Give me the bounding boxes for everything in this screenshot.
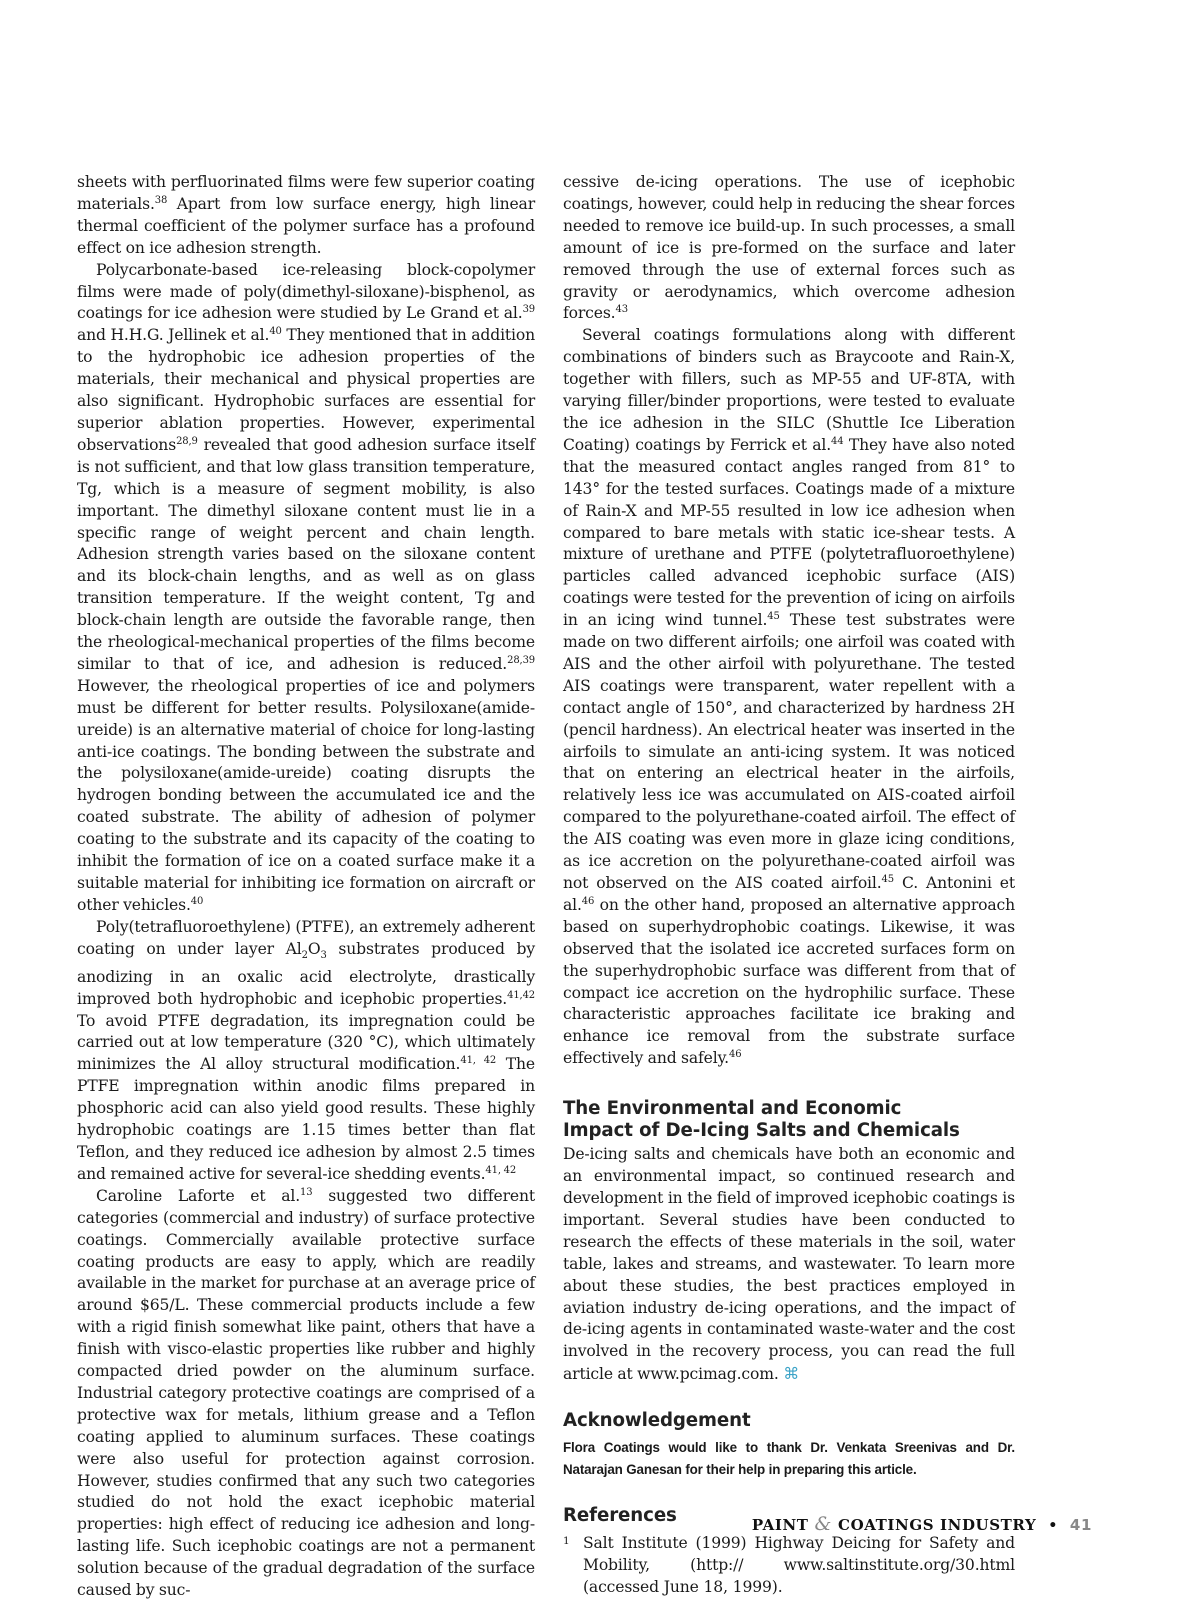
reference-text: Salt Institute (1999) Highway Deicing for Safety and Mobility, (http:// www.saltinstitute.org/30.html (accessed June 18, 1999). xyxy=(583,1534,1015,1596)
paragraph: Several coatings formulations along with different combinations of binders such as Braycoote and Rain-X, together with fillers, such as MP-55 and UF-8TA, with varying filler/binder proportions, were tested to evaluate the ice adhesion in the SILC (Shuttle Ice Liberation Coating) coatings by Ferrick et al.$^{44}$ They have also noted that the measured contact angles ranged from 81° to 143° for the tested surfaces. Coatings made of a mixture of Rain-X and MP-55 resulted in low ice adhesion when compared to bare metals with static ice-shear tests. A mixture of urethane and PTFE (polytetrafluoroethylene) particles called advanced icephobic surface (AIS) coatings were tested for the prevention of icing on airfoils in an icing wind tunnel.$^{45}$ These test substrates were made on two different airfoils; one airfoil was coated with AIS and the other airfoil with polyurethane. The tested AIS coatings were transparent, water repellent with a contact angle of 150°, and characterized by hardness 2H (pencil hardness). An electrical heater was inserted in the airfoils to simulate an anti-icing system. It was noticed that on entering an electrical heater in the airfoils, relatively less ice was accumulated on AIS-coated airfoil compared to the polyurethane-coated airfoil. The effect of the AIS coating was even more in glaze icing conditions, as ice accretion on the polyurethane-coated airfoil was not observed on the AIS coated airfoil.$^{45}$ C. Antonini et al.$^{46}$ on the other hand, proposed an alternative approach based on superhydrophobic coatings. Likewise, it was observed that the isolated ice accreted surfaces form on the superhydrophobic surface was different from that of compact ice accretion on the hydrophilic surface. These characteristic approaches facilitate ice braking and enhance ice removal from the substrate surface effectively and safely.$^{46}$ xyxy=(563,326,1015,1068)
footer-publication-word: PAINT xyxy=(751,1516,809,1534)
footer-publication-name: COATINGS INDUSTRY xyxy=(838,1516,1037,1534)
paragraph: sheets with perfluorinated films were few superior coating materials.$^{38}$ Apart from low surface energy, high linear thermal coefficient of the polymer surface has a profound effect on ice adhesion strength. xyxy=(77,173,535,257)
section-heading-acknowledgement: Acknowledgement xyxy=(563,1410,751,1432)
left-column xyxy=(77,172,535,1602)
reference-item xyxy=(563,1533,1015,1599)
footer-bullet: • xyxy=(1048,1518,1058,1534)
paragraph: cessive de-icing operations. The use of icephobic coatings, however, could help in reducing the shear forces needed to remove ice build-up. In such processes, a small amount of ice is pre-formed on the surface and later removed through the use of external forces such as gravity or aerodynamics, which overcome adhesion forces.$^{43}$ xyxy=(563,173,1015,323)
section-heading-references: References xyxy=(563,1505,677,1527)
paragraph: Polycarbonate-based ice-releasing block-copolymer films were made of poly(dimethyl-siloxane)-bisphenol, as coatings for ice adhesion were studied by Le Grand et al.$^{39}$ and H.H.G. Jellinek et al.$^{40}$ They mentioned that in addition to the hydrophobic ice adhesion properties of the materials, their mechanical and physical properties are also significant. Hydrophobic surfaces are essential for superior ablation properties. However, experimental observations$^{28,9}$ revealed that good adhesion surface itself is not sufficient, and that low glass transition temperature, Tg, which is a measure of segment mobility, is also important. The dimethyl siloxane content must lie in a specific range of weight percent and chain length. Adhesion strength varies based on the siloxane content and its block-chain lengths, and as well as on glass transition temperature. If the weight content, Tg and block-chain length are outside the favorable range, then the rheological-mechanical properties of the films become similar to that of ice, and adhesion is reduced.$^{28,39}$ However, the rheological properties of ice and polymers must be different for better results. Polysiloxane(amide-ureide) is an alternative material of choice for long-lasting anti-ice coatings. The bonding between the substrate and the polysiloxane(amide-ureide) coating disrupts the hydrogen bonding between the accumulated ice and the coated substrate. The ability of adhesion of polymer coating to the substrate and its capacity of the coating to inhibit the formation of ice on a coated surface make it a suitable material for inhibiting ice formation on aircraft or other vehicles.$^{40}$ xyxy=(77,260,535,914)
page-number: 41 xyxy=(1069,1516,1092,1534)
right-column xyxy=(563,172,1015,1599)
page-footer xyxy=(752,1513,1092,1535)
acknowledgement-text: Flora Coatings would like to thank Dr. Venkata Sreenivas and Dr. Natarajan Ganesan for their help in preparing this article. xyxy=(563,1440,1015,1477)
paragraph: De-icing salts and chemicals have both an economic and an environmental impact, so continued research and development in the field of improved icephobic coatings is important. Several studies have been conducted to research the effects of these materials in the soil, water table, lakes and streams, and wastewater. To learn more about these studies, the best practices employed in aviation industry de-icing operations, and the impact of de-icing agents in contaminated waste-water and the cost involved in the recovery process, you can read the full article at www.pcimag.com. ⌘ xyxy=(563,1145,1015,1384)
paragraph: Poly(tetrafluoroethylene) (PTFE), an extremely adherent coating on under layer $Al_2O_3$ substrates produced by anodizing in an oxalic acid electrolyte, drastically improved both hydrophobic and icephobic properties.$^{41,42}$ To avoid PTFE degradation, its impregnation could be carried out at low temperature (320 °C), which ultimately minimizes the Al alloy structural modification.$^{41, 42}$ The PTFE impregnation within anodic films prepared in phosphoric acid can also yield good results. These highly hydrophobic coatings are 1.15 times better than flat Teflon, and they reduced ice adhesion by almost 2.5 times and remained active for several-ice shedding events.$^{41, 42}$ xyxy=(77,917,536,1183)
footer-ampersand: & xyxy=(814,1513,833,1535)
reference-number: 1 xyxy=(563,1535,570,1548)
end-of-article-icon: ⌘ xyxy=(783,1364,800,1384)
paragraph: Caroline Laforte et al.$^{13}$ suggested two different categories (commercial and industry) of surface protective coatings. Commercially available protective surface coating products are easy to apply, which are readily available in the market for purchase at an average price of around $65/L. These commercial products include a few with a rigid finish somewhat like paint, others that have a finish with visco-elastic properties like rubber and highly compacted dried powder on the aluminum surface. Industrial category protective coatings are comprised of a protective wax for metals, lithium grease and a Teflon coating applied to aluminum surfaces. These coatings were also useful for protection against corrosion. However, studies confirmed that any such two categories studied do not hold the exact icephobic material properties: high effect of reducing ice adhesion and long-lasting life. Such icephobic coatings are not a permanent solution because of the gradual degradation of the surface caused by suc- xyxy=(77,1186,535,1600)
section-heading-environmental-impact: The Environmental and Economic Impact of De-Icing Salts and Chemicals xyxy=(563,1098,960,1142)
